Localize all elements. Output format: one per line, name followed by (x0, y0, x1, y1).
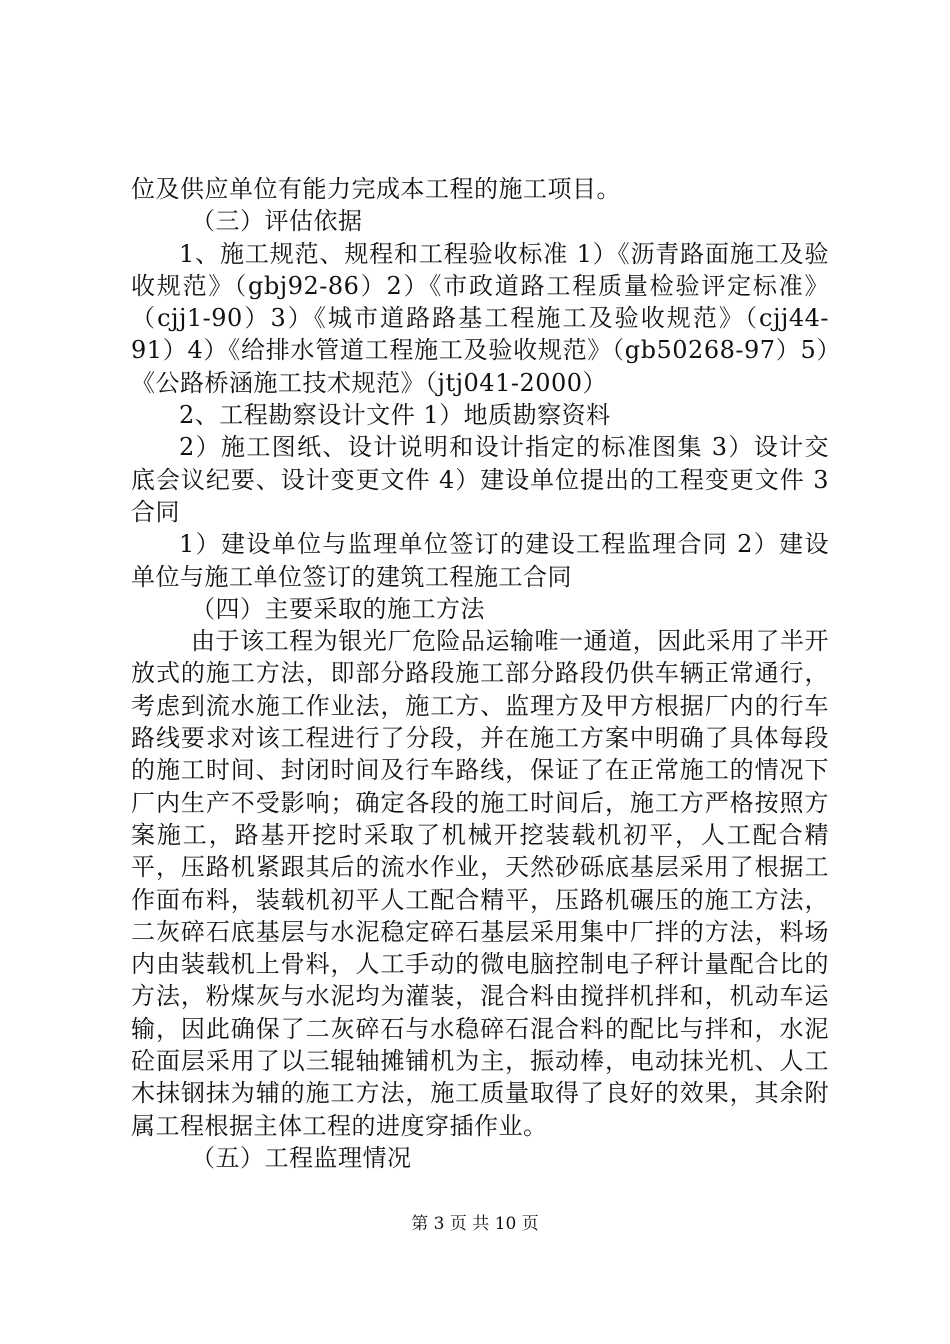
paragraph-methods: 由于该工程为银光厂危险品运输唯一通道，因此采用了半开放式的施工方法，即部分路段施工部分路段仍供车辆正常通行，考虑到流水施工作业法，施工方、监理方及甲方根据厂内的行车路线要求对该工程进行了分段，并在施工方案中明确了具体每段的施工时间、封闭时间及行车路线，保证了在正常施工的情况下厂内生产不受影响；确定各段的施工时间后，施工方严格按照方案施工，路基开挖时采取了机械开挖装载机初平，人工配合精平，压路机紧跟其后的流水作业，天然砂砾底基层采用了根据工作面布料，装载机初平人工配合精平，压路机碾压的施工方法，二灰碎石底基层与水泥稳定碎石基层采用集中厂拌的方法，料场内由装载机上骨料，人工手动的微电脑控制电子秤计量配合比的方法，粉煤灰与水泥均为灌装，混合料由搅拌机拌和，机动车运输，因此确保了二灰碎石与水稳碎石混合料的配比与拌和，水泥砼面层采用了以三辊轴摊铺机为主，振动棒，电动抹光机、人工木抹钢抹为辅的施工方法，施工质量取得了良好的效果，其余附属工程根据主体工程的进度穿插作业。 (131, 627, 829, 1140)
paragraph-contracts: 1）建设单位与监理单位签订的建设工程监理合同 2）建设单位与施工单位签订的建筑工程施工合同 (131, 530, 829, 591)
section-heading-methods: （四）主要采取的施工方法 (191, 594, 485, 623)
paragraph-standards: 1、施工规范、规程和工程验收标准 1）《沥青路面施工及验收规范》（gbj92-86）2）《市政道路工程质量检验评定标准》（cjj1-90）3）《城市道路路基工程施工及验收规范》（cjj44-91）4）《给排水管道工程施工及验收规范》（gb50268-97）5）《公路桥涵施工技术规范》（jtj041-2000） (131, 239, 829, 397)
paragraph-survey-docs: 2、工程勘察设计文件 1）地质勘察资料 (179, 401, 611, 430)
page-footer: 第 3 页 共 10 页 (411, 1214, 539, 1234)
paragraph-continuation: 位及供应单位有能力完成本工程的施工项目。 (131, 175, 621, 203)
paragraph-drawings: 2）施工图纸、设计说明和设计指定的标准图集 3）设计交底会议纪要、设计变更文件 4）建设单位提出的工程变更文件 3 合同 (131, 433, 829, 526)
section-heading-supervision: （五）工程监理情况 (191, 1143, 412, 1172)
document-body (131, 173, 829, 1174)
section-heading-basis: （三）评估依据 (191, 207, 363, 236)
